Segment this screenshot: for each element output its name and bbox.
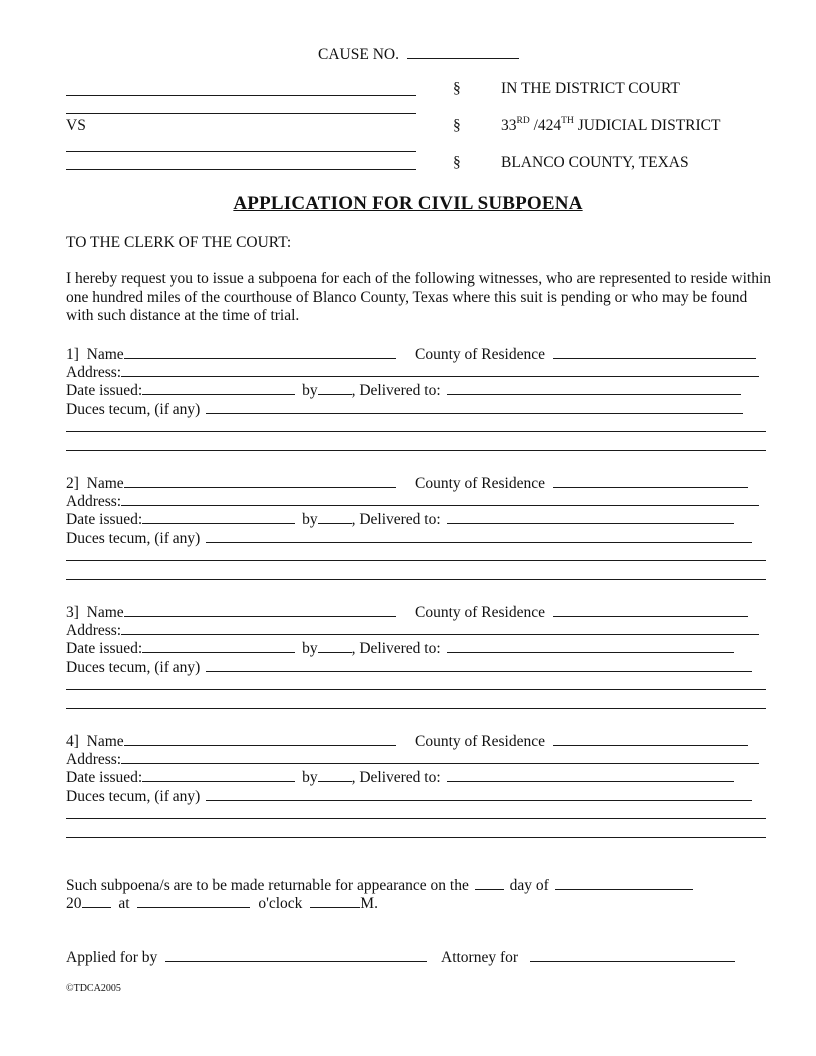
- delivered-label: , Delivered to:: [351, 769, 441, 786]
- duces-row: [66, 657, 752, 676]
- section-symbol-2: §: [453, 117, 461, 134]
- section-symbol-3: §: [453, 154, 461, 171]
- county-field[interactable]: [553, 602, 748, 617]
- delivered-field[interactable]: [447, 638, 734, 653]
- oclock-label: o'clock: [258, 895, 303, 912]
- section-symbol-1: §: [453, 80, 461, 97]
- by-field[interactable]: [318, 767, 352, 782]
- county-row: [415, 473, 748, 492]
- address-label: Address:: [66, 364, 122, 381]
- duces-field[interactable]: [206, 399, 743, 414]
- date-issued-field[interactable]: [142, 638, 295, 653]
- delivered-field[interactable]: [447, 509, 734, 524]
- cause-number: [318, 44, 519, 63]
- address-row: [66, 491, 759, 510]
- by-field[interactable]: [318, 638, 352, 653]
- county-field[interactable]: [553, 731, 748, 746]
- date-issued-label: Date issued:: [66, 511, 143, 528]
- delivered-label: , Delivered to:: [351, 640, 441, 657]
- duces-line-2[interactable]: [66, 431, 766, 432]
- date-row: [66, 509, 734, 528]
- date-issued-label: Date issued:: [66, 640, 143, 657]
- year-prefix: 20: [66, 895, 82, 912]
- date-row: [66, 767, 734, 786]
- address-field[interactable]: [121, 749, 759, 764]
- witness-block-1: [0, 344, 816, 459]
- party-line-4[interactable]: [66, 169, 416, 170]
- delivered-label: , Delivered to:: [351, 382, 441, 399]
- date-issued-label: Date issued:: [66, 382, 143, 399]
- delivered-label: , Delivered to:: [351, 511, 441, 528]
- return-time-field[interactable]: [137, 893, 250, 908]
- attorney-for-field[interactable]: [530, 947, 735, 962]
- duces-label: Duces tecum, (if any): [66, 530, 201, 547]
- duces-line-2[interactable]: [66, 560, 766, 561]
- witness-number: 1]: [66, 346, 79, 363]
- county-row: [415, 344, 756, 363]
- duces-row: [66, 528, 752, 547]
- party-line-1[interactable]: [66, 95, 416, 96]
- duces-line-3[interactable]: [66, 708, 766, 709]
- address-row: [66, 362, 759, 381]
- name-label: Name: [86, 475, 124, 492]
- name-field[interactable]: [124, 344, 396, 359]
- by-label: by: [302, 382, 318, 399]
- witness-name-row: [66, 473, 396, 492]
- address-field[interactable]: [121, 491, 759, 506]
- name-label: Name: [86, 346, 124, 363]
- returnable-line-1: [66, 875, 693, 894]
- applied-for-field[interactable]: [165, 947, 427, 962]
- form-title: APPLICATION FOR CIVIL SUBPOENA: [233, 193, 583, 214]
- address-field[interactable]: [121, 362, 759, 377]
- witness-number: 3]: [66, 604, 79, 621]
- attorney-for-label: Attorney for: [441, 949, 519, 966]
- duces-line-2[interactable]: [66, 818, 766, 819]
- witness-number: 4]: [66, 733, 79, 750]
- address-label: Address:: [66, 493, 122, 510]
- county-field[interactable]: [553, 344, 756, 359]
- county-label: County of Residence: [415, 346, 546, 363]
- copyright-text: ©TDCA2005: [66, 983, 121, 994]
- witness-block-4: [0, 731, 816, 846]
- address-field[interactable]: [121, 620, 759, 635]
- address-label: Address:: [66, 751, 122, 768]
- name-label: Name: [86, 733, 124, 750]
- by-label: by: [302, 640, 318, 657]
- by-field[interactable]: [318, 509, 352, 524]
- duces-line-2[interactable]: [66, 689, 766, 690]
- address-row: [66, 620, 759, 639]
- duces-field[interactable]: [206, 657, 752, 672]
- witness-block-3: [0, 602, 816, 717]
- address-row: [66, 749, 759, 768]
- name-label: Name: [86, 604, 124, 621]
- cause-no-label: CAUSE NO.: [318, 46, 399, 63]
- salutation: TO THE CLERK OF THE COURT:: [66, 234, 292, 251]
- at-label: at: [118, 895, 130, 912]
- by-label: by: [302, 511, 318, 528]
- county-row: [415, 602, 748, 621]
- duces-label: Duces tecum, (if any): [66, 659, 201, 676]
- date-issued-field[interactable]: [142, 767, 295, 782]
- county-label: County of Residence: [415, 475, 546, 492]
- intro-paragraph: I hereby request you to issue a subpoena for each of the following witnesses, who are represented to reside within one hundred miles of the courthouse of Blanco County, Texas where this suit is pending or who may be found with such distance at the time of trial.: [66, 270, 772, 324]
- duces-line-3[interactable]: [66, 837, 766, 838]
- date-issued-label: Date issued:: [66, 769, 143, 786]
- court-line-3: BLANCO COUNTY, TEXAS: [501, 154, 689, 171]
- delivered-field[interactable]: [447, 380, 741, 395]
- witness-name-row: [66, 344, 396, 363]
- court-line-1: IN THE DISTRICT COURT: [501, 80, 680, 97]
- return-year-field[interactable]: [82, 893, 111, 908]
- witness-block-2: [0, 473, 816, 588]
- county-field[interactable]: [553, 473, 748, 488]
- attorney-for-row: [441, 947, 735, 966]
- county-row: [415, 731, 748, 750]
- duces-field[interactable]: [206, 528, 752, 543]
- return-month-field[interactable]: [555, 875, 693, 890]
- address-label: Address:: [66, 622, 122, 639]
- day-of-label: day of: [509, 877, 549, 894]
- returnable-text: Such subpoena/s are to be made returnable for appearance on the: [66, 877, 469, 894]
- party-line-3[interactable]: [66, 151, 416, 152]
- duces-line-3[interactable]: [66, 450, 766, 451]
- duces-row: [66, 786, 752, 805]
- vs-label: VS: [66, 117, 86, 134]
- delivered-field[interactable]: [447, 767, 734, 782]
- date-issued-field[interactable]: [142, 509, 295, 524]
- witness-number: 2]: [66, 475, 79, 492]
- date-row: [66, 638, 734, 657]
- returnable-line-2: [66, 893, 378, 912]
- return-day-field[interactable]: [475, 875, 504, 890]
- name-field[interactable]: [124, 602, 396, 617]
- cause-no-field[interactable]: [407, 44, 519, 59]
- date-issued-field[interactable]: [142, 380, 295, 395]
- ampm-field[interactable]: [310, 893, 360, 908]
- duces-line-3[interactable]: [66, 579, 766, 580]
- duces-label: Duces tecum, (if any): [66, 401, 201, 418]
- by-field[interactable]: [318, 380, 352, 395]
- m-label: M.: [360, 895, 378, 912]
- party-line-2[interactable]: [66, 113, 416, 114]
- duces-field[interactable]: [206, 786, 752, 801]
- name-field[interactable]: [124, 473, 396, 488]
- applied-for-row: [66, 947, 427, 966]
- duces-row: [66, 399, 743, 418]
- date-row: [66, 380, 741, 399]
- court-line-2: 33RD /424TH JUDICIAL DISTRICT: [501, 116, 721, 134]
- county-label: County of Residence: [415, 733, 546, 750]
- name-field[interactable]: [124, 731, 396, 746]
- witness-name-row: [66, 731, 396, 750]
- county-label: County of Residence: [415, 604, 546, 621]
- by-label: by: [302, 769, 318, 786]
- duces-label: Duces tecum, (if any): [66, 788, 201, 805]
- witness-name-row: [66, 602, 396, 621]
- applied-for-label: Applied for by: [66, 949, 158, 966]
